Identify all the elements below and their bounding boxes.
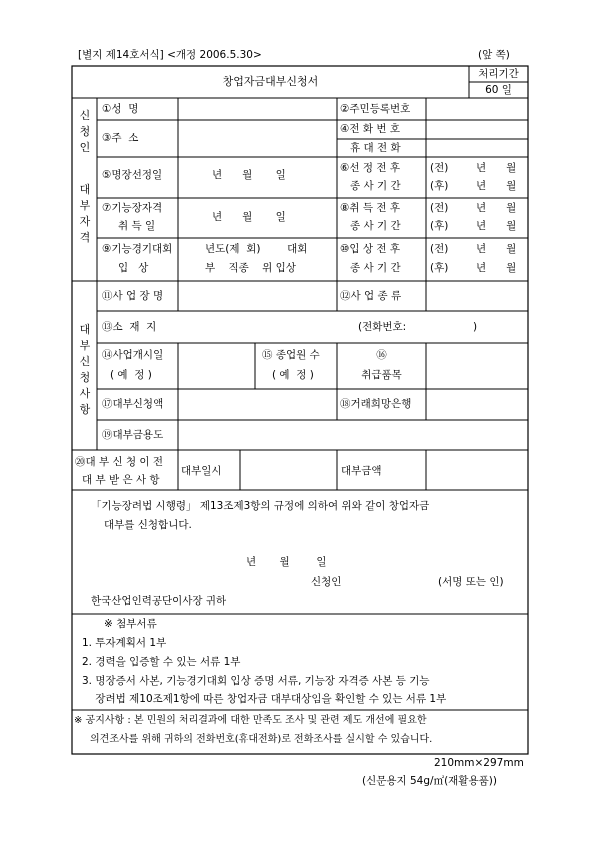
section-qualification: 대 부 자 격: [79, 183, 91, 244]
attachments-title: ※ 첨부서류: [104, 618, 157, 630]
post-2: (후): [430, 220, 449, 232]
label-name: ①성 명: [102, 103, 139, 115]
label-loan-amount: ⑰대부신청액: [102, 398, 164, 410]
ym-pre-1: 년 월: [476, 162, 517, 174]
label-prev-a: ⑳대 부 신 청 이 전: [75, 456, 164, 468]
label-employees-b: ( 예 정 ): [272, 369, 314, 381]
label-contest-a: ⑨기능경기대회: [102, 243, 173, 255]
statement-line-2: 대부를 신청합니다.: [104, 519, 192, 531]
paper-size: 210mm×297mm: [434, 757, 524, 769]
page-title: 창업자금대부신청서: [222, 75, 319, 88]
label-biz-type: ⑫사 업 종 류: [340, 290, 402, 302]
pre-3: (전): [430, 243, 449, 255]
statement-date: 년 월 일: [246, 556, 327, 568]
label-address: ③주 소: [102, 132, 139, 144]
attachment-item: 3. 명장증서 사본, 기능경기대회 입상 증명 서류, 기능장 자격증 사본 등 기능: [82, 675, 430, 687]
label-bank: ⑱거래희망은행: [340, 398, 412, 410]
label-before-after-2a: ⑧취 득 전 후: [340, 202, 400, 214]
label-prev-date: 대부일시: [181, 465, 222, 477]
statement-sign: (서명 또는 인): [438, 576, 504, 588]
location-phone: (전화번호: ): [358, 321, 478, 333]
contest-value-1: 년도(제 회) 대회: [205, 243, 308, 255]
label-prev-amount: 대부금액: [341, 465, 382, 477]
paper-type: (신문용지 54g/㎡(재활용품)): [362, 775, 497, 787]
label-before-after-2b: 종 사 기 간: [350, 220, 401, 232]
label-purpose: ⑲대부금용도: [102, 429, 164, 441]
label-items-a: ⑯: [376, 349, 387, 361]
notice-line-1: ※ 공지사항 : 본 민원의 처리결과에 대한 만족도 조사 및 관련 제도 개선에 필요한: [74, 715, 427, 726]
label-items-b: 취급품목: [361, 369, 402, 381]
processing-value: 60 일: [485, 84, 512, 96]
label-before-after-1b: 종 사 기 간: [350, 180, 401, 192]
notice-line-2: 의견조사를 위해 귀하의 전화번호(휴대전화)로 전화조사를 실시할 수 있습니다.: [90, 734, 433, 745]
page-side: (앞 쪽): [478, 49, 510, 61]
label-phone: ④전 화 번 호: [340, 123, 400, 135]
statement-line-1: 「기능장려법 시행령」 제13조제3항의 규정에 의하여 위와 같이 창업자금: [91, 500, 430, 512]
label-before-after-3a: ⑩입 상 전 후: [340, 243, 400, 255]
attachment-item: 1. 투자계획서 1부: [82, 637, 167, 649]
post-3: (후): [430, 262, 449, 274]
ym-pre-2: 년 월: [476, 202, 517, 214]
attachment-item: 장려법 제10조제1항에 따른 창업자금 대부대상임을 확인할 수 있는 서류 1부: [82, 693, 447, 705]
contest-value-2: 부 직종 위 입상: [205, 262, 296, 274]
label-contest-b: 입 상: [118, 262, 149, 274]
attachment-item: 2. 경력을 입증할 수 있는 서류 1부: [82, 656, 241, 668]
ym-post-3: 년 월: [476, 262, 517, 274]
label-start-b: ( 예 정 ): [110, 369, 152, 381]
label-mobile: 휴 대 전 화: [350, 142, 401, 154]
label-before-after-3b: 종 사 기 간: [350, 262, 401, 274]
statement-recipient: 한국산업인력공단이사장 귀하: [91, 595, 227, 607]
label-before-after-1a: ⑥선 정 전 후: [340, 162, 400, 174]
label-location: ⑬소 재 지: [102, 321, 157, 333]
statement-applicant: 신청인: [311, 576, 342, 588]
label-prev-b: 대 부 받 은 사 항: [82, 474, 160, 486]
post-1: (후): [430, 180, 449, 192]
label-rrn: ②주민등록번호: [340, 103, 411, 115]
section-applicant: 신 청 인: [79, 109, 91, 154]
pre-2: (전): [430, 202, 449, 214]
processing-label: 처리기간: [478, 68, 519, 80]
label-license-b: 취 득 일: [118, 220, 156, 232]
license-ymd: 년 월 일: [212, 211, 286, 223]
master-date-ymd: 년 월 일: [212, 169, 286, 181]
section-loan: 대 부 신 청 사 항: [79, 323, 91, 416]
form-number: [별지 제14호서식] <개정 2006.5.30>: [78, 49, 262, 61]
label-license-a: ⑦기능장자격: [102, 202, 163, 214]
label-employees-a: ⑮ 종업원 수: [262, 349, 320, 361]
label-biz-name: ⑪사 업 장 명: [102, 290, 164, 302]
label-start-a: ⑭사업개시일: [102, 349, 164, 361]
ym-pre-3: 년 월: [476, 243, 517, 255]
label-master-date: ⑤명장선정일: [102, 169, 163, 181]
ym-post-1: 년 월: [476, 180, 517, 192]
pre-1: (전): [430, 162, 449, 174]
ym-post-2: 년 월: [476, 220, 517, 232]
